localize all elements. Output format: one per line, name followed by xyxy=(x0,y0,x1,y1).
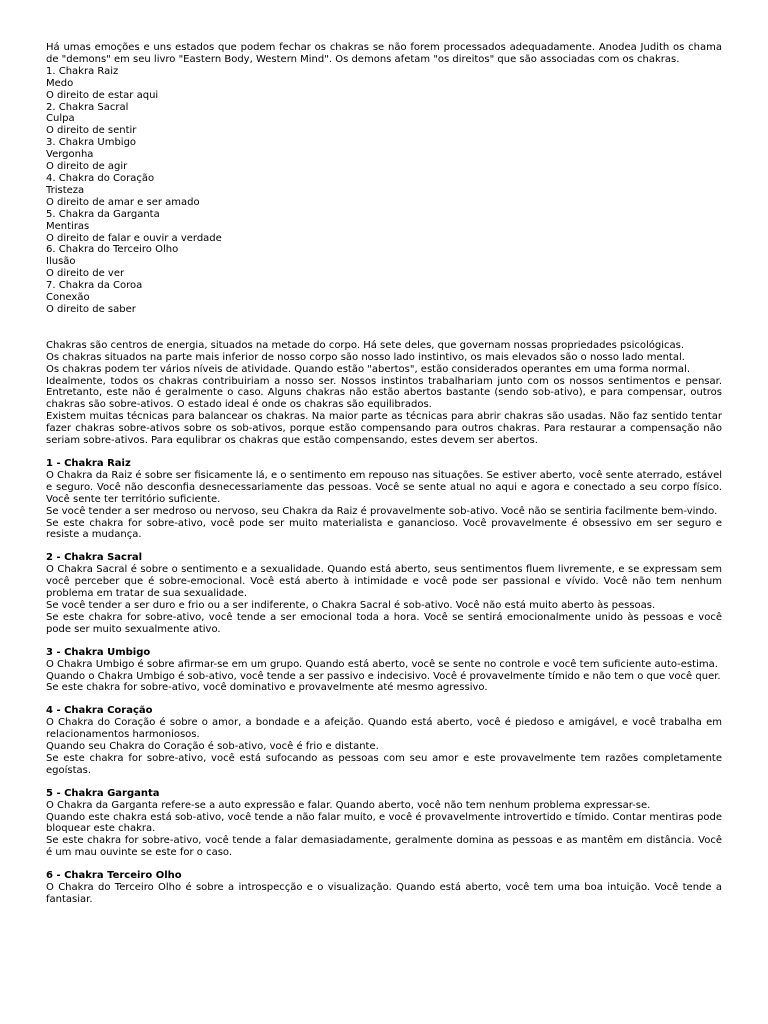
section-paragraph: O Chakra do Coração é sobre o amor, a bondade e a afeição. Quando está aberto, você é piedoso e amigável, e você trabalha em relacionamentos harmoniosos. xyxy=(46,717,722,741)
section-paragraph: Quando este chakra está sob-ativo, você tende a não falar muito, e você é provavelmente introvertido e tímido. Contar mentiras pode bloquear este chakra. xyxy=(46,811,722,835)
overview-block xyxy=(46,340,722,447)
intro-list-item: 2. Chakra Sacral xyxy=(46,101,129,113)
section-paragraph: O Chakra do Terceiro Olho é sobre a introspecção e o visualização. Quando está aberto, você tem uma boa intuição. Você tende a fantasiar. xyxy=(46,882,722,905)
intro-list-item: O direito de falar e ouvir a verdade xyxy=(46,232,222,244)
intro-list-item: 1. Chakra Raiz xyxy=(46,65,119,77)
intro-list-item: Culpa xyxy=(46,113,75,125)
section-title: 1 - Chakra Raiz xyxy=(46,458,131,469)
section-title: 4 - Chakra Coração xyxy=(46,705,153,717)
overview-paragraph: Idealmente, todos os chakras contribuiriam a nosso ser. Nossos instintos trabalhariam junto com os nossos sentimentos e pensar. Entretanto, este não é geralmente o caso. Alguns chakras não estão abertos bastante (sendo sob-ativo), e para compensar, outros chakras são sobre-ativos. O estado ideal é onde os chakras são equilibrados. xyxy=(46,375,722,411)
overview-paragraph: Chakras são centros de energia, situados na metade do corpo. Há sete deles, que governam nossas propriedades psicológicas. xyxy=(46,339,684,351)
section-chakra-sacral xyxy=(46,552,722,635)
intro-list-item: Medo xyxy=(46,77,74,89)
section-paragraph: O Chakra da Garganta refere-se a auto expressão e falar. Quando aberto, você não tem nenhum problema expressar-se. xyxy=(46,799,651,811)
section-paragraph: O Chakra Umbigo é sobre afirmar-se em um grupo. Quando está aberto, você se sente no controle e você tem suficiente auto-estima. xyxy=(46,658,718,670)
intro-list-item: O direito de estar aqui xyxy=(46,89,159,101)
section-paragraph: Se você tender a ser medroso ou nervoso, seu Chakra da Raiz é provavelmente sob-ativo. Você não se sentiria facilmente bem-vindo. xyxy=(46,505,718,517)
overview-paragraph: Os chakras podem ter vários níveis de atividade. Quando estão "abertos", estão considerados operantes em uma forma normal. xyxy=(46,363,690,375)
intro-list-item: Tristeza xyxy=(46,184,85,196)
section-chakra-terceiro-olho xyxy=(46,870,722,906)
section-title: 3 - Chakra Umbigo xyxy=(46,646,151,658)
intro-list-item: Vergonha xyxy=(46,149,94,161)
intro-list-item: 7. Chakra da Coroa xyxy=(46,280,143,292)
intro-paragraph: Há umas emoções e uns estados que podem fechar os chakras se não forem processados adequadamente. Anodea Judith os chama de "demons" em seu livro "Eastern Body, Western Mind". Os demons afetam "os direitos" que são associadas com os chakras. xyxy=(46,42,722,65)
intro-list-item: O direito de sentir xyxy=(46,125,137,137)
section-paragraph: Se este chakra for sobre-ativo, você dominativo e provavelmente até mesmo agressivo. xyxy=(46,682,488,694)
section-paragraph: Se este chakra for sobre-ativo, você está sufocando as pessoas com seu amor e este provavelmente tem razões completamente egoístas. xyxy=(46,752,722,776)
intro-block xyxy=(46,42,722,316)
intro-list-item: Conexão xyxy=(46,292,90,304)
section-paragraph: Se este chakra for sobre-ativo, você pode ser muito materialista e ganancioso. Você provavelmente é obsessivo em ser seguro e resiste a mudança. xyxy=(46,517,722,541)
intro-list-item: Mentiras xyxy=(46,220,90,232)
section-chakra-raiz xyxy=(46,458,722,541)
intro-list-item: 4. Chakra do Coração xyxy=(46,172,155,184)
intro-list-item: 6. Chakra do Terceiro Olho xyxy=(46,244,179,256)
section-paragraph: Se você tender a ser duro e frio ou a ser indiferente, o Chakra Sacral é sob-ativo. Você não está muito aberto às pessoas. xyxy=(46,599,656,611)
section-paragraph: O Chakra Sacral é sobre o sentimento e a sexualidade. Quando está aberto, seus sentimentos fluem livremente, e se expressam sem você perceber que é sobre-emocional. Você está aberto à intimidade e você pode ser passional e vívido. Você não tem nenhum problema em tratar de sua sexualidade. xyxy=(46,564,722,600)
section-chakra-garganta xyxy=(46,788,722,859)
spacer xyxy=(46,316,722,340)
section-title: 6 - Chakra Terceiro Olho xyxy=(46,870,182,882)
intro-list-item: O direito de agir xyxy=(46,161,128,173)
section-paragraph: Quando o Chakra Umbigo é sob-ativo, você tende a ser passivo e indecisivo. Você é provavelmente tímido e não tem o que você quer. xyxy=(46,670,721,682)
overview-paragraph: Os chakras situados na parte mais inferior de nosso corpo são nosso lado instintivo, os mais elevados são o nosso lado mental. xyxy=(46,351,685,363)
section-paragraph: Se este chakra for sobre-ativo, você tende a ser emocional toda a hora. Você se sentirá emocionalmente unido às pessoas e você pode ser muito sexualmente ativo. xyxy=(46,611,722,635)
section-chakra-umbigo xyxy=(46,647,722,695)
intro-list-item: 3. Chakra Umbigo xyxy=(46,137,137,149)
intro-list-item: O direito de saber xyxy=(46,303,136,315)
document-page xyxy=(46,42,722,906)
section-paragraph: Se este chakra for sobre-ativo, você tende a falar demasiadamente, geralmente domina as pessoas e as mantêm em distância. Você é um mau ouvinte se este for o caso. xyxy=(46,835,722,859)
intro-list-item: Ilusão xyxy=(46,256,76,268)
section-title: 5 - Chakra Garganta xyxy=(46,787,160,799)
intro-list-item: 5. Chakra da Garganta xyxy=(46,208,160,220)
section-title: 2 - Chakra Sacral xyxy=(46,552,143,564)
section-paragraph: Quando seu Chakra do Coração é sob-ativo, você é frio e distante. xyxy=(46,741,379,753)
section-chakra-coracao xyxy=(46,705,722,776)
section-paragraph: O Chakra da Raiz é sobre ser fisicamente lá, e o sentimento em repouso nas situações. Se estiver aberto, você sente aterrado, estável e seguro. Você não desconfia desnecessariamente das pessoas. Você se sente atual no aqui e agora e conectado a seu corpo físico. Você sente ter território suficiente. xyxy=(46,469,722,505)
overview-paragraph: Existem muitas técnicas para balancear os chakras. Na maior parte as técnicas para abrir chakras são usadas. Não faz sentido tentar fazer chakras sobre-ativos sobre os sob-ativos, porque estão compensando para outros chakras. Para restaurar a compensação não seriam sobre-ativos. Para equlibrar os chakras que estão compensando, estes devem ser abertos. xyxy=(46,411,722,447)
intro-list-item: O direito de ver xyxy=(46,268,125,280)
intro-list-item: O direito de amar e ser amado xyxy=(46,196,200,208)
